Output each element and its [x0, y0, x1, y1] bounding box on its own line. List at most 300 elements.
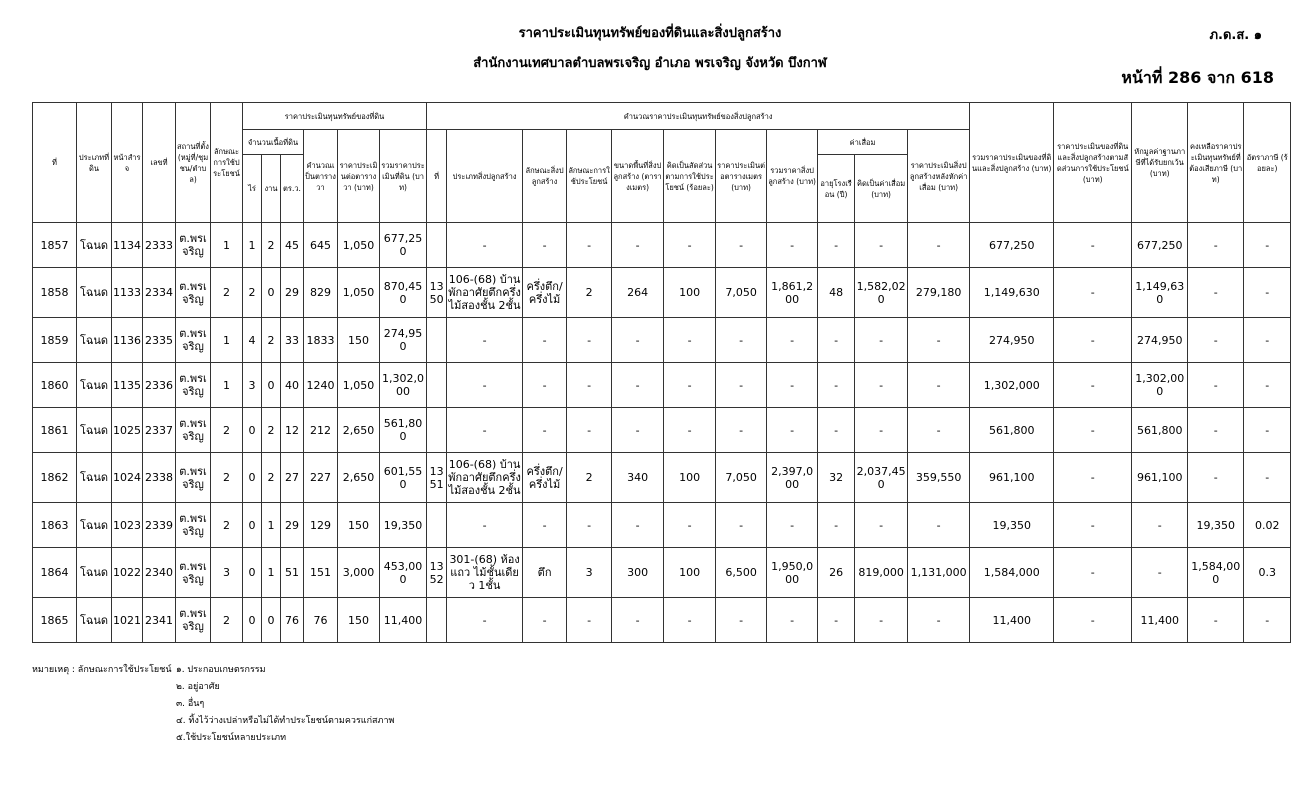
col-price-per-sqm-header: ราคาประเมินต่อตารางเมตร (บาท) [716, 130, 767, 223]
col-ngan-header: งาน [262, 155, 281, 223]
cell-location: ต.พรเจริญ [176, 363, 211, 408]
col-by-ratio-header: ราคาประเมินของที่ดินและสิ่งปลูกสร้างตามสัดส่วนการใช้ประโยชน์ (บาท) [1054, 103, 1132, 223]
cell-building-usage: 2 [567, 268, 612, 318]
cell-building-kind: ครึ่งตึก/ครึ่งไม้ [523, 268, 567, 318]
assessment-table [32, 102, 1291, 643]
cell-building-kind: - [523, 503, 567, 548]
cell-tax-rate: 0.02 [1244, 503, 1291, 548]
cell-number: 2339 [143, 503, 176, 548]
cell-depreciation: 1,582,020 [855, 268, 908, 318]
cell-usage: 2 [211, 453, 243, 503]
col-number-header: เลขที่ [143, 103, 176, 223]
cell-building-type: 106-(68) บ้านพักอาศัยตึกครึ่งไม้สองชั้น 2ชั้น [447, 453, 523, 503]
cell-no: 1860 [33, 363, 77, 408]
cell-area-wa: 1240 [304, 363, 338, 408]
cell-depreciation: - [855, 363, 908, 408]
cell-age: 48 [818, 268, 855, 318]
cell-usage: 2 [211, 598, 243, 643]
cell-building-no [427, 503, 447, 548]
cell-building-type: - [447, 598, 523, 643]
cell-building-type: - [447, 503, 523, 548]
cell-rai: 3 [243, 363, 262, 408]
cell-wa: 51 [281, 548, 304, 598]
notes-label: หมายเหตุ : ลักษณะการใช้ประโยชน์ [32, 665, 172, 675]
cell-usage: 1 [211, 363, 243, 408]
cell-building-total: - [767, 223, 818, 268]
cell-building-usage: - [567, 408, 612, 453]
cell-building-ratio: - [664, 223, 716, 268]
notes-item: ๑. ประกอบเกษตรกรรม [176, 665, 266, 675]
col-building-total-header: รวมราคาสิ่งปลูกสร้าง (บาท) [767, 130, 818, 223]
cell-location: ต.พรเจริญ [176, 548, 211, 598]
cell-by-ratio: - [1054, 268, 1132, 318]
cell-land-total: 11,400 [380, 598, 427, 643]
cell-taxable: - [1188, 363, 1244, 408]
cell-survey-page: 1023 [112, 503, 143, 548]
cell-after-depreciation: - [908, 223, 970, 268]
col-depreciation-header: คิดเป็นค่าเสื่อม (บาท) [855, 155, 908, 223]
cell-depreciation: - [855, 503, 908, 548]
cell-number: 2341 [143, 598, 176, 643]
table-row [33, 318, 1291, 363]
cell-number: 2340 [143, 548, 176, 598]
cell-by-ratio: - [1054, 503, 1132, 548]
cell-location: ต.พรเจริญ [176, 223, 211, 268]
cell-after-depreciation: - [908, 318, 970, 363]
cell-by-ratio: - [1054, 318, 1132, 363]
cell-after-depreciation: - [908, 363, 970, 408]
col-exemption-header: หักมูลค่าฐานภาษีที่ได้รับยกเว้น (บาท) [1132, 103, 1188, 223]
cell-land-type: โฉนด [77, 318, 112, 363]
cell-land-total: 19,350 [380, 503, 427, 548]
cell-building-size: 264 [612, 268, 664, 318]
cell-grand-total: 11,400 [970, 598, 1054, 643]
cell-taxable: - [1188, 223, 1244, 268]
cell-no: 1865 [33, 598, 77, 643]
cell-land-type: โฉนด [77, 453, 112, 503]
table-row [33, 598, 1291, 643]
cell-building-kind: ครึ่งตึก/ครึ่งไม้ [523, 453, 567, 503]
notes [32, 662, 394, 747]
cell-usage: 1 [211, 318, 243, 363]
cell-building-size: - [612, 318, 664, 363]
cell-wa: 29 [281, 503, 304, 548]
cell-grand-total: 19,350 [970, 503, 1054, 548]
col-price-per-wa-header: ราคาประเมินต่อตารางวา (บาท) [338, 130, 380, 223]
form-code: ภ.ด.ส. ๑ [1209, 28, 1262, 43]
cell-building-usage: - [567, 503, 612, 548]
cell-rai: 0 [243, 503, 262, 548]
cell-building-usage: - [567, 363, 612, 408]
col-building-size-header: ขนาดพื้นที่สิ่งปลูกสร้าง (ตารางเมตร) [612, 130, 664, 223]
cell-no: 1861 [33, 408, 77, 453]
cell-area-wa: 76 [304, 598, 338, 643]
notes-item: ๕.ใช้ประโยชน์หลายประเภท [176, 733, 287, 743]
cell-tax-rate: - [1244, 363, 1291, 408]
cell-age: - [818, 363, 855, 408]
cell-tax-rate: - [1244, 268, 1291, 318]
cell-building-no [427, 598, 447, 643]
cell-usage: 2 [211, 408, 243, 453]
cell-tax-rate: 0.3 [1244, 548, 1291, 598]
land-assessment-group-header: ราคาประเมินทุนทรัพย์ของที่ดิน [243, 103, 427, 130]
col-land-type-header: ประเภทที่ดิน [77, 103, 112, 223]
cell-building-kind: - [523, 363, 567, 408]
cell-building-no [427, 363, 447, 408]
col-no-header: ที่ [33, 103, 77, 223]
cell-rai: 1 [243, 223, 262, 268]
cell-wa: 29 [281, 268, 304, 318]
table-row [33, 363, 1291, 408]
cell-building-ratio: - [664, 598, 716, 643]
cell-ngan: 2 [262, 453, 281, 503]
col-usage-header: ลักษณะการใช้ประโยชน์ [211, 103, 243, 223]
cell-building-total: 1,950,000 [767, 548, 818, 598]
cell-taxable: - [1188, 408, 1244, 453]
cell-no: 1862 [33, 453, 77, 503]
cell-building-usage: - [567, 318, 612, 363]
cell-rai: 4 [243, 318, 262, 363]
cell-location: ต.พรเจริญ [176, 318, 211, 363]
cell-building-no: 1352 [427, 548, 447, 598]
col-area-wa-header: คำนวณเป็นตารางวา [304, 130, 338, 223]
cell-building-total: 2,397,000 [767, 453, 818, 503]
cell-exemption: - [1132, 503, 1188, 548]
cell-location: ต.พรเจริญ [176, 453, 211, 503]
cell-building-usage: 3 [567, 548, 612, 598]
cell-building-no [427, 223, 447, 268]
cell-age: - [818, 503, 855, 548]
cell-ngan: 1 [262, 503, 281, 548]
cell-grand-total: 1,302,000 [970, 363, 1054, 408]
cell-building-total: - [767, 598, 818, 643]
cell-depreciation: 819,000 [855, 548, 908, 598]
cell-after-depreciation: 1,131,000 [908, 548, 970, 598]
cell-building-type: - [447, 363, 523, 408]
cell-building-total: - [767, 363, 818, 408]
cell-building-size: - [612, 503, 664, 548]
cell-price-per-sqm: - [716, 503, 767, 548]
cell-price-per-wa: 150 [338, 503, 380, 548]
cell-no: 1863 [33, 503, 77, 548]
cell-building-kind: - [523, 318, 567, 363]
cell-taxable: - [1188, 598, 1244, 643]
col-taxable-header: คงเหลือราคาประเมินทุนทรัพย์ที่ต้องเสียภาษี (บาท) [1188, 103, 1244, 223]
cell-price-per-sqm: - [716, 223, 767, 268]
cell-building-size: - [612, 408, 664, 453]
cell-usage: 2 [211, 503, 243, 548]
cell-ngan: 2 [262, 318, 281, 363]
cell-building-ratio: - [664, 503, 716, 548]
cell-building-size: 340 [612, 453, 664, 503]
cell-usage: 2 [211, 268, 243, 318]
cell-building-type: - [447, 223, 523, 268]
cell-building-no [427, 318, 447, 363]
cell-taxable: - [1188, 318, 1244, 363]
cell-area-wa: 129 [304, 503, 338, 548]
cell-by-ratio: - [1054, 548, 1132, 598]
cell-building-kind: - [523, 223, 567, 268]
cell-building-type: - [447, 318, 523, 363]
cell-price-per-wa: 2,650 [338, 453, 380, 503]
col-location-header: สถานที่ตั้ง(หมู่ที่/ชุมชน/ตำบล) [176, 103, 211, 223]
cell-age: - [818, 598, 855, 643]
col-wa-header: ตร.ว. [281, 155, 304, 223]
cell-number: 2334 [143, 268, 176, 318]
cell-land-total: 453,000 [380, 548, 427, 598]
cell-area-wa: 212 [304, 408, 338, 453]
cell-no: 1859 [33, 318, 77, 363]
cell-price-per-wa: 3,000 [338, 548, 380, 598]
cell-building-kind: - [523, 408, 567, 453]
cell-wa: 45 [281, 223, 304, 268]
cell-building-size: - [612, 223, 664, 268]
cell-ngan: 2 [262, 408, 281, 453]
table-row [33, 548, 1291, 598]
cell-price-per-sqm: - [716, 318, 767, 363]
cell-rai: 2 [243, 268, 262, 318]
cell-tax-rate: - [1244, 598, 1291, 643]
cell-by-ratio: - [1054, 598, 1132, 643]
cell-building-total: 1,861,200 [767, 268, 818, 318]
cell-survey-page: 1024 [112, 453, 143, 503]
cell-number: 2335 [143, 318, 176, 363]
cell-building-size: - [612, 598, 664, 643]
cell-survey-page: 1134 [112, 223, 143, 268]
cell-land-type: โฉนด [77, 268, 112, 318]
cell-building-size: - [612, 363, 664, 408]
cell-usage: 3 [211, 548, 243, 598]
cell-land-total: 561,800 [380, 408, 427, 453]
cell-after-depreciation: - [908, 503, 970, 548]
cell-exemption: 274,950 [1132, 318, 1188, 363]
cell-area-wa: 227 [304, 453, 338, 503]
cell-exemption: 561,800 [1132, 408, 1188, 453]
col-building-type-header: ประเภทสิ่งปลูกสร้าง [447, 130, 523, 223]
cell-survey-page: 1021 [112, 598, 143, 643]
col-building-kind-header: ลักษณะสิ่งปลูกสร้าง [523, 130, 567, 223]
cell-wa: 27 [281, 453, 304, 503]
cell-building-usage: 2 [567, 453, 612, 503]
cell-location: ต.พรเจริญ [176, 598, 211, 643]
notes-item: ๒. อยู่อาศัย [176, 682, 220, 692]
cell-land-type: โฉนด [77, 363, 112, 408]
cell-tax-rate: - [1244, 408, 1291, 453]
cell-building-type: 106-(68) บ้านพักอาศัยตึกครึ่งไม้สองชั้น 2ชั้น [447, 268, 523, 318]
cell-exemption: 961,100 [1132, 453, 1188, 503]
cell-area-wa: 645 [304, 223, 338, 268]
document-title: ราคาประเมินทุนทรัพย์ของที่ดินและสิ่งปลูกสร้าง [518, 26, 782, 41]
cell-number: 2333 [143, 223, 176, 268]
cell-number: 2337 [143, 408, 176, 453]
cell-price-per-wa: 1,050 [338, 223, 380, 268]
cell-grand-total: 961,100 [970, 453, 1054, 503]
cell-building-no: 1350 [427, 268, 447, 318]
cell-building-ratio: - [664, 363, 716, 408]
cell-building-kind: ตึก [523, 548, 567, 598]
cell-age: - [818, 408, 855, 453]
cell-building-ratio: 100 [664, 268, 716, 318]
cell-land-type: โฉนด [77, 548, 112, 598]
col-land-total-header: รวมราคาประเมินที่ดิน (บาท) [380, 130, 427, 223]
table-row [33, 453, 1291, 503]
cell-taxable: 19,350 [1188, 503, 1244, 548]
cell-land-total: 1,302,000 [380, 363, 427, 408]
cell-tax-rate: - [1244, 453, 1291, 503]
cell-building-ratio: - [664, 318, 716, 363]
cell-building-usage: - [567, 598, 612, 643]
cell-no: 1857 [33, 223, 77, 268]
cell-age: - [818, 318, 855, 363]
cell-building-ratio: - [664, 408, 716, 453]
cell-price-per-wa: 1,050 [338, 268, 380, 318]
cell-exemption: 677,250 [1132, 223, 1188, 268]
cell-exemption: - [1132, 548, 1188, 598]
cell-survey-page: 1135 [112, 363, 143, 408]
cell-location: ต.พรเจริญ [176, 408, 211, 453]
cell-depreciation: - [855, 223, 908, 268]
cell-ngan: 0 [262, 268, 281, 318]
cell-land-type: โฉนด [77, 598, 112, 643]
cell-price-per-wa: 150 [338, 598, 380, 643]
cell-building-kind: - [523, 598, 567, 643]
cell-building-type: 301-(68) ห้องแถว ไม้ชั้นเดียว 1ชั้น [447, 548, 523, 598]
cell-price-per-wa: 2,650 [338, 408, 380, 453]
cell-price-per-sqm: 7,050 [716, 268, 767, 318]
cell-building-type: - [447, 408, 523, 453]
cell-building-total: - [767, 408, 818, 453]
cell-location: ต.พรเจริญ [176, 268, 211, 318]
cell-survey-page: 1025 [112, 408, 143, 453]
cell-depreciation: 2,037,450 [855, 453, 908, 503]
cell-survey-page: 1022 [112, 548, 143, 598]
col-tax-rate-header: อัตราภาษี (ร้อยละ) [1244, 103, 1291, 223]
cell-after-depreciation: - [908, 598, 970, 643]
cell-wa: 76 [281, 598, 304, 643]
table-body [33, 223, 1291, 643]
cell-price-per-sqm: 6,500 [716, 548, 767, 598]
table-row [33, 223, 1291, 268]
cell-rai: 0 [243, 598, 262, 643]
cell-land-type: โฉนด [77, 408, 112, 453]
cell-land-total: 274,950 [380, 318, 427, 363]
cell-grand-total: 561,800 [970, 408, 1054, 453]
cell-wa: 40 [281, 363, 304, 408]
cell-building-usage: - [567, 223, 612, 268]
cell-grand-total: 1,149,630 [970, 268, 1054, 318]
cell-exemption: 1,149,630 [1132, 268, 1188, 318]
cell-by-ratio: - [1054, 453, 1132, 503]
cell-building-size: 300 [612, 548, 664, 598]
cell-ngan: 2 [262, 223, 281, 268]
cell-rai: 0 [243, 408, 262, 453]
col-building-usage-header: ลักษณะการใช้ประโยชน์ [567, 130, 612, 223]
area-group-header: จำนวนเนื้อที่ดิน [243, 130, 304, 155]
cell-no: 1858 [33, 268, 77, 318]
cell-after-depreciation: 279,180 [908, 268, 970, 318]
cell-building-no [427, 408, 447, 453]
cell-price-per-sqm: 7,050 [716, 453, 767, 503]
cell-area-wa: 829 [304, 268, 338, 318]
cell-land-total: 601,550 [380, 453, 427, 503]
notes-item: ๔. ทิ้งไว้ว่างเปล่าหรือไม่ได้ทำประโยชน์ตามควรแก่สภาพ [176, 716, 395, 726]
cell-tax-rate: - [1244, 318, 1291, 363]
cell-depreciation: - [855, 318, 908, 363]
cell-location: ต.พรเจริญ [176, 503, 211, 548]
cell-building-total: - [767, 318, 818, 363]
cell-no: 1864 [33, 548, 77, 598]
cell-by-ratio: - [1054, 363, 1132, 408]
cell-number: 2338 [143, 453, 176, 503]
cell-tax-rate: - [1244, 223, 1291, 268]
col-rai-header: ไร่ [243, 155, 262, 223]
cell-price-per-sqm: - [716, 408, 767, 453]
cell-price-per-wa: 1,050 [338, 363, 380, 408]
table-row [33, 408, 1291, 453]
cell-age: 32 [818, 453, 855, 503]
cell-land-type: โฉนด [77, 223, 112, 268]
table-row [33, 503, 1291, 548]
cell-area-wa: 1833 [304, 318, 338, 363]
cell-age: - [818, 223, 855, 268]
cell-grand-total: 274,950 [970, 318, 1054, 363]
cell-ngan: 1 [262, 548, 281, 598]
cell-building-no: 1351 [427, 453, 447, 503]
page-number: หน้าที่ 286 จาก 618 [1121, 68, 1274, 87]
cell-depreciation: - [855, 408, 908, 453]
cell-wa: 12 [281, 408, 304, 453]
cell-rai: 0 [243, 453, 262, 503]
col-survey-page-header: หน้าสำรจ [112, 103, 143, 223]
notes-item: ๓. อื่นๆ [176, 699, 205, 709]
cell-wa: 33 [281, 318, 304, 363]
cell-survey-page: 1133 [112, 268, 143, 318]
cell-after-depreciation: - [908, 408, 970, 453]
office-subtitle: สำนักงานเทศบาลตำบลพรเจริญ อำเภอ พรเจริญ จังหวัด บึงกาฬ [473, 56, 827, 71]
cell-land-total: 870,450 [380, 268, 427, 318]
cell-depreciation: - [855, 598, 908, 643]
cell-taxable: - [1188, 453, 1244, 503]
col-building-ratio-header: คิดเป็นสัดส่วนตามการใช้ประโยชน์ (ร้อยละ) [664, 130, 716, 223]
cell-ngan: 0 [262, 363, 281, 408]
cell-by-ratio: - [1054, 223, 1132, 268]
cell-survey-page: 1136 [112, 318, 143, 363]
cell-land-total: 677,250 [380, 223, 427, 268]
building-assessment-group-header: คำนวณราคาประเมินทุนทรัพย์ของสิ่งปลูกสร้าง [427, 103, 970, 130]
cell-taxable: 1,584,000 [1188, 548, 1244, 598]
cell-exemption: 11,400 [1132, 598, 1188, 643]
cell-ngan: 0 [262, 598, 281, 643]
cell-grand-total: 677,250 [970, 223, 1054, 268]
col-grand-total-header: รวมราคาประเมินของที่ดินและสิ่งปลูกสร้าง (บาท) [970, 103, 1054, 223]
cell-by-ratio: - [1054, 408, 1132, 453]
cell-exemption: 1,302,000 [1132, 363, 1188, 408]
depreciation-group-header: ค่าเสื่อม [818, 130, 908, 155]
cell-building-ratio: 100 [664, 453, 716, 503]
col-building-no-header: ที่ [427, 130, 447, 223]
cell-usage: 1 [211, 223, 243, 268]
cell-price-per-sqm: - [716, 598, 767, 643]
cell-taxable: - [1188, 268, 1244, 318]
cell-grand-total: 1,584,000 [970, 548, 1054, 598]
cell-land-type: โฉนด [77, 503, 112, 548]
cell-rai: 0 [243, 548, 262, 598]
cell-after-depreciation: 359,550 [908, 453, 970, 503]
col-age-header: อายุโรงเรือน (ปี) [818, 155, 855, 223]
cell-area-wa: 151 [304, 548, 338, 598]
cell-age: 26 [818, 548, 855, 598]
col-after-depreciation-header: ราคาประเมินสิ่งปลูกสร้างหลังหักค่าเสื่อม (บาท) [908, 130, 970, 223]
